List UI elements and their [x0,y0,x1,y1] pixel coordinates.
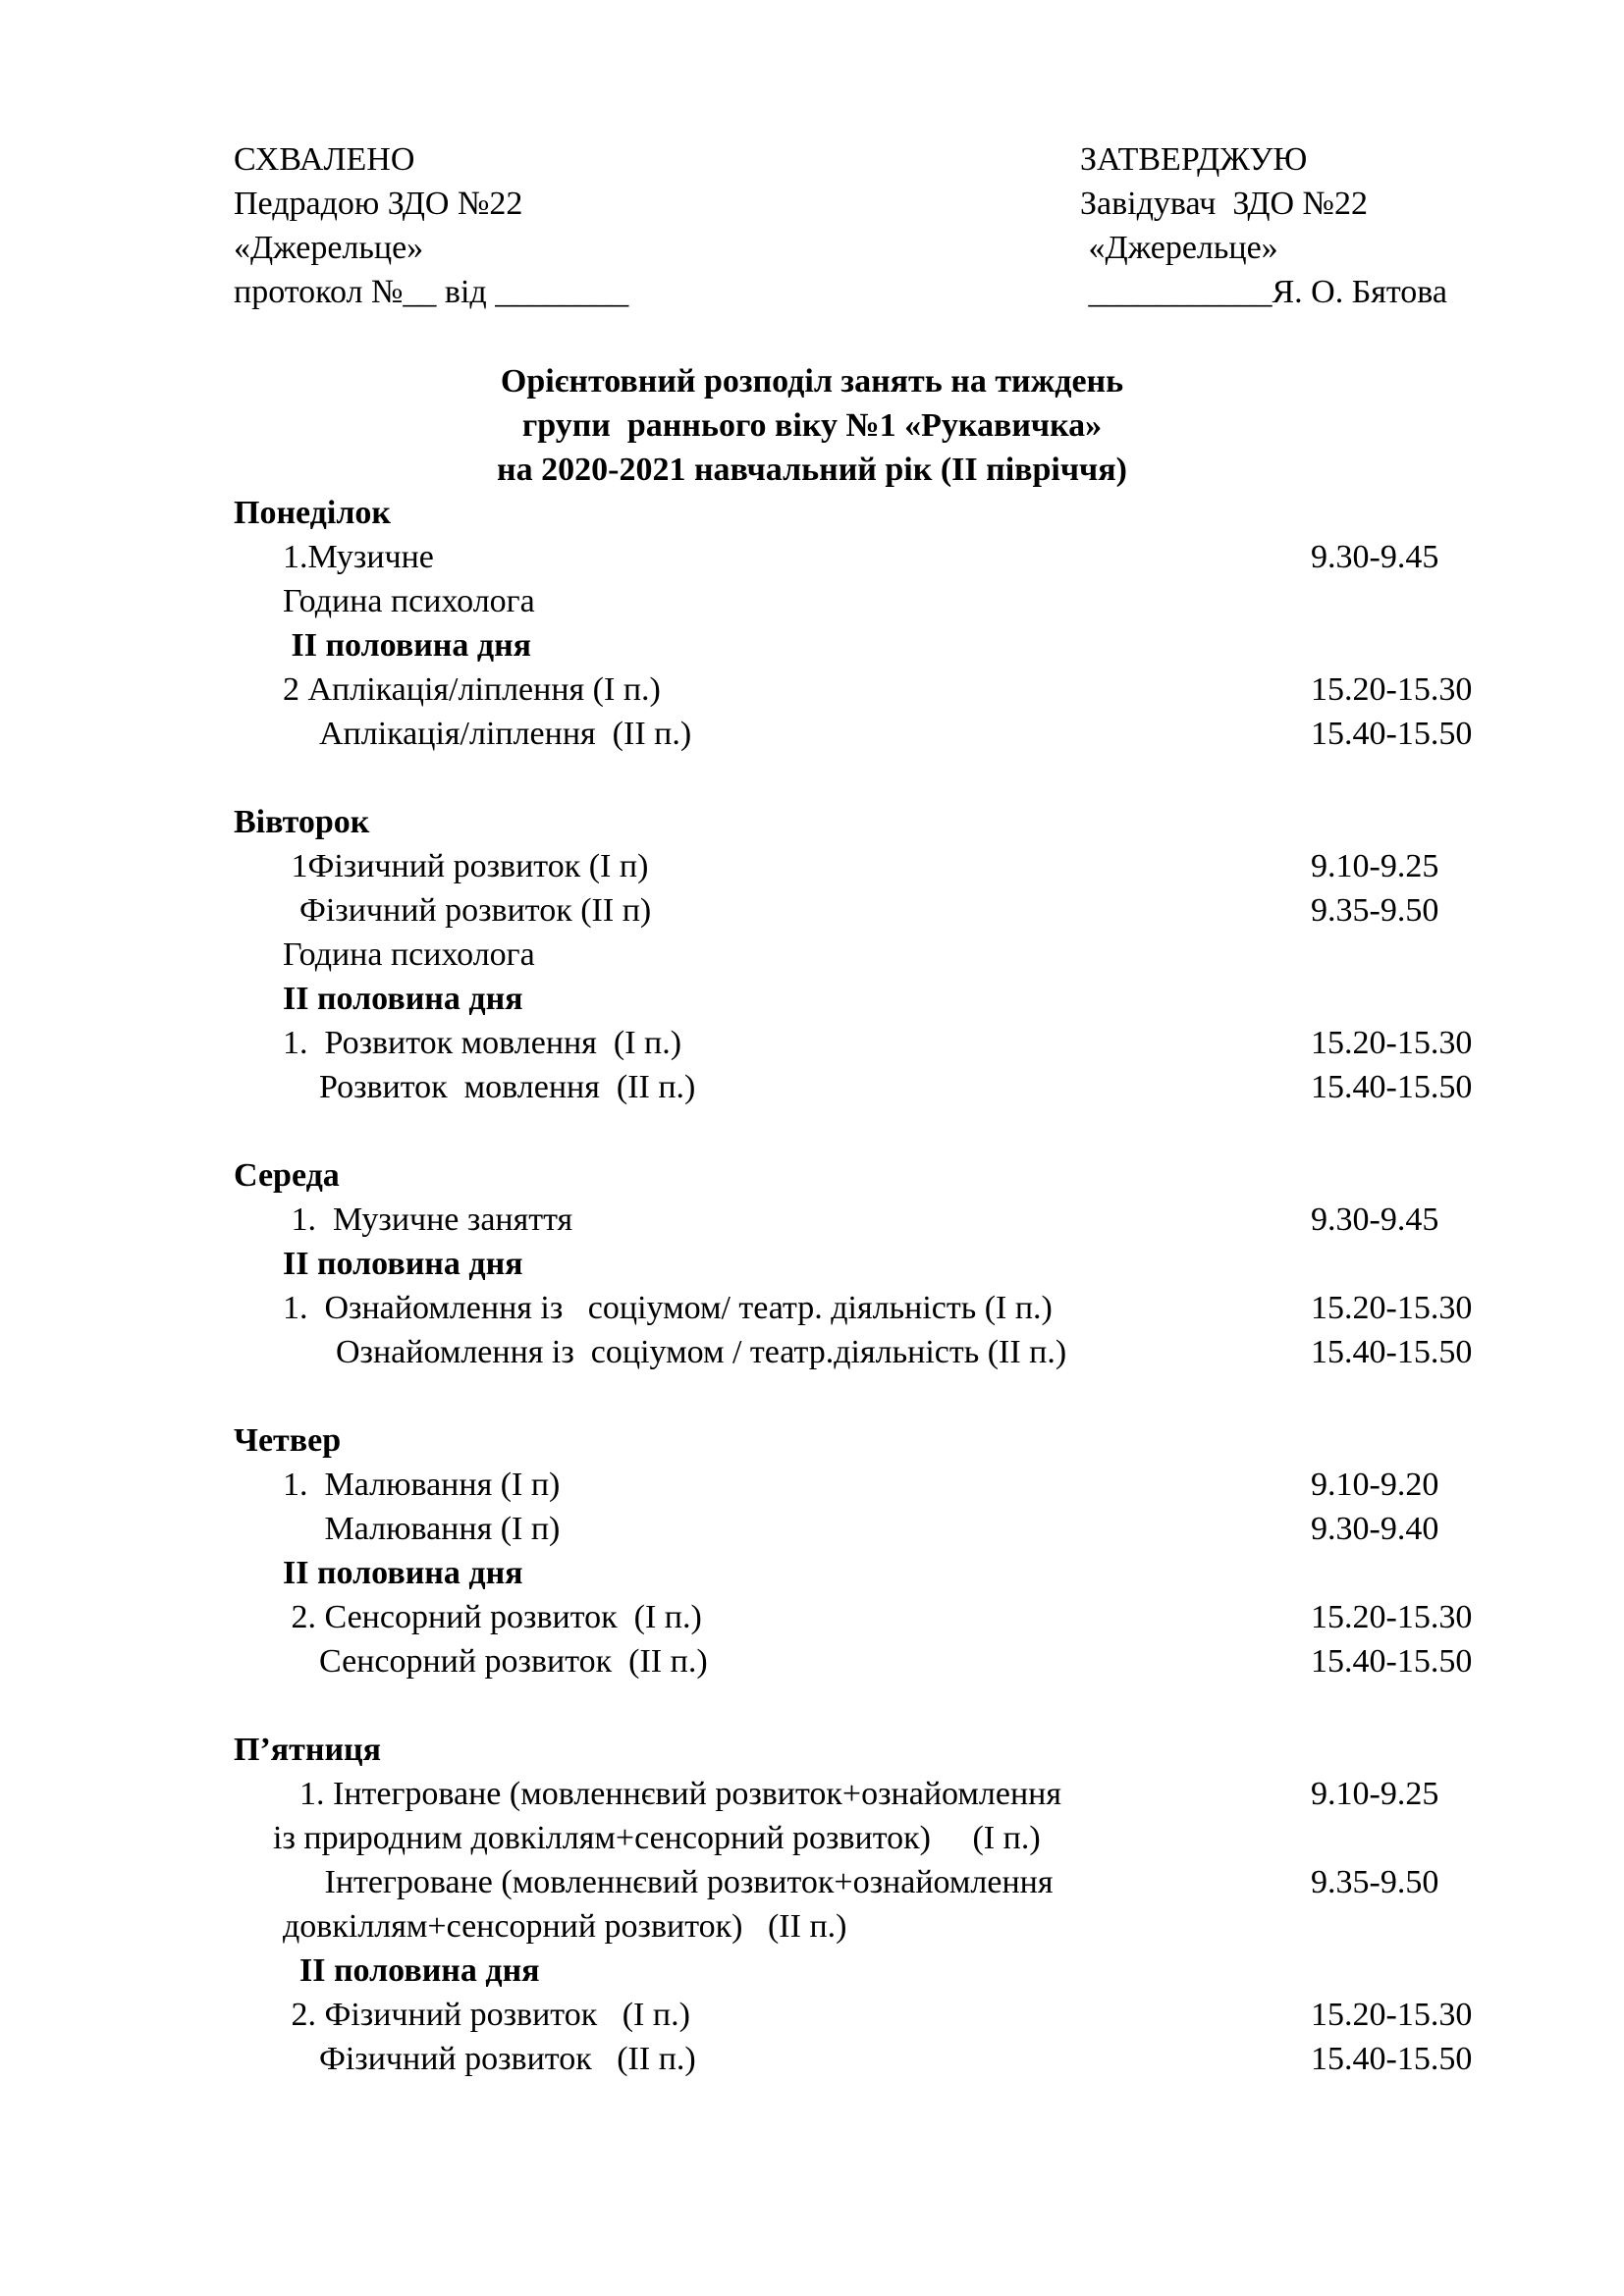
activity-time: 9.35-9.50 [1311,1864,1439,1900]
activity-name: 1. Малювання (І п) [283,1467,561,1503]
schedule-row [0,1551,1624,1595]
schedule-row [0,1993,1624,2037]
activity-time: 15.40-15.50 [1311,2041,1473,2077]
day-title: Понеділок [234,495,391,531]
confirm-label: ЗАТВЕРДЖУЮ [1080,141,1308,178]
signature-line: ___________Я. О. Бятова [1080,274,1447,310]
schedule-row [0,1639,1624,1683]
approval-block-left [234,137,921,314]
title-line-1: Орієнтовний розподіл занять на тиждень [500,363,1124,400]
activity-name: із природним довкіллям+сенсорний розвиток) (І п.) [273,1820,1041,1856]
schedule-row [0,1904,1624,1949]
activity-name: Сенсорний розвиток (ІІ п.) [319,1643,708,1680]
activity-name: 2. Сенсорний розвиток (І п.) [283,1599,702,1635]
activity-time: 15.20-15.30 [1311,671,1473,708]
schedule-row [0,888,1624,933]
activity-name: 1Фізичний розвиток (І п) [283,848,649,884]
document-title [0,359,1624,492]
schedule-row [0,1772,1624,1816]
schedule-row [0,1463,1624,1507]
activity-time: 9.30-9.45 [1311,1201,1439,1238]
activity-time: 15.40-15.50 [1311,716,1473,752]
activity-name: Розвиток мовлення (ІІ п.) [319,1069,696,1105]
activity-name: Інтегроване (мовленнєвий розвиток+ознайомлення [283,1864,1054,1900]
activity-name: 2. Фізичний розвиток (І п.) [283,1997,690,2033]
activity-name: Аплікація/ліплення (ІІ п.) [319,716,692,752]
day-section [0,1418,1624,1683]
schedule-row [0,1816,1624,1860]
protocol-line: протокол №__ від ________ [234,274,629,310]
head-position: Завідувач ЗДО №22 [1080,186,1369,222]
activity-name: Година психолога [283,583,535,619]
schedule-row [0,1286,1624,1330]
activity-name: 1. Музичне заняття [283,1201,573,1238]
title-line-3: на 2020-2021 навчальний рік (ІІ півріччя) [497,452,1127,488]
schedule-row [0,535,1624,579]
head-org: «Джерельце» [1080,230,1278,266]
activity-time: 9.30-9.45 [1311,539,1439,575]
schedule-row [0,2037,1624,2081]
day-title: Вівторок [234,804,370,840]
activity-name: Малювання (І п) [283,1511,561,1547]
approved-by: Педрадою ЗДО №22 [234,186,523,222]
title-line-2: групи раннього віку №1 «Рукавичка» [521,407,1103,444]
day-section [0,1153,1624,1374]
activity-name: Фізичний розвиток (ІІ п) [283,892,652,929]
day-section [0,800,1624,1109]
schedule-row [0,844,1624,888]
schedule-row [0,1242,1624,1286]
approval-block-right [1080,137,1591,314]
schedule-row [0,1507,1624,1551]
activity-time: 15.40-15.50 [1311,1069,1473,1105]
activity-name: довкіллям+сенсорний розвиток) (ІІ п.) [283,1908,847,1945]
weekly-schedule [0,491,1624,2125]
approved-label: СХВАЛЕНО [234,141,415,178]
activity-name: 2 Аплікація/ліплення (І п.) [283,671,661,708]
schedule-row [0,933,1624,977]
second-half-heading: ІІ половина дня [283,981,523,1017]
schedule-row [0,977,1624,1021]
activity-time: 9.10-9.25 [1311,848,1439,884]
second-half-heading: ІІ половина дня [283,627,532,664]
activity-time: 9.10-9.20 [1311,1467,1439,1503]
day-title: Четвер [234,1422,342,1459]
activity-time: 15.40-15.50 [1311,1643,1473,1680]
second-half-heading: ІІ половина дня [283,1952,540,1989]
schedule-row [0,579,1624,623]
schedule-row [0,1949,1624,1993]
activity-name: 1. Розвиток мовлення (І п.) [283,1025,682,1061]
second-half-heading: ІІ половина дня [283,1555,523,1591]
day-title: П’ятниця [234,1732,382,1768]
activity-name: 1.Музичне [283,539,434,575]
activity-name: 1. Ознайомлення із соціумом/ театр. діяльність (І п.) [283,1290,1053,1326]
schedule-row [0,1021,1624,1065]
day-section [0,1728,1624,2081]
activity-time: 9.30-9.40 [1311,1511,1439,1547]
activity-name: 1. Інтегроване (мовленнєвий розвиток+ознайомлення [283,1776,1061,1812]
schedule-row [0,667,1624,712]
day-section [0,491,1624,756]
activity-time: 9.35-9.50 [1311,892,1439,929]
activity-time: 15.20-15.30 [1311,1290,1473,1326]
activity-time: 9.10-9.25 [1311,1776,1439,1812]
schedule-row [0,1198,1624,1242]
schedule-row [0,623,1624,667]
schedule-row [0,1330,1624,1374]
activity-time: 15.20-15.30 [1311,1025,1473,1061]
schedule-row [0,1595,1624,1639]
approved-org: «Джерельце» [234,230,424,266]
activity-name: Година психолога [283,936,535,973]
schedule-row [0,712,1624,756]
second-half-heading: ІІ половина дня [283,1246,523,1282]
activity-time: 15.40-15.50 [1311,1334,1473,1370]
schedule-row [0,1860,1624,1904]
activity-name: Фізичний розвиток (ІІ п.) [319,2041,696,2077]
schedule-row [0,1065,1624,1109]
activity-time: 15.20-15.30 [1311,1997,1473,2033]
activity-name: Ознайомлення із соціумом / театр.діяльність (ІІ п.) [319,1334,1067,1370]
activity-time: 15.20-15.30 [1311,1599,1473,1635]
day-title: Середа [234,1157,340,1194]
